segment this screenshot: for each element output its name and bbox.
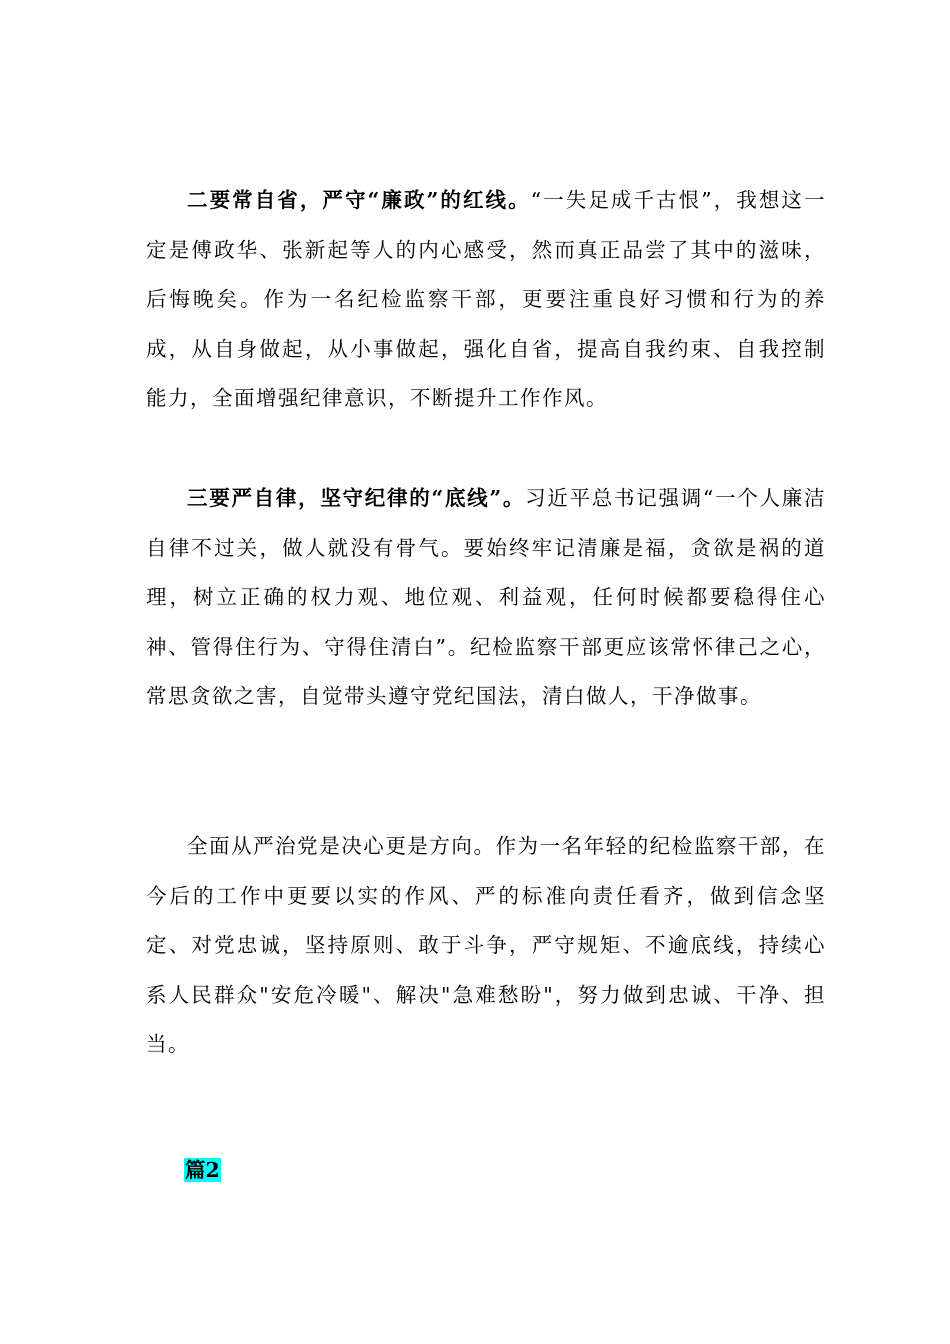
paragraph-lead: 三要严自律，坚守纪律的“底线”。 [187,486,526,510]
paragraph-self-discipline [146,474,826,722]
paragraph-body: “一失足成千古恨”，我想这一定是傅政华、张新起等人的内心感受，然而真正品尝了其中的滋味，后悔晚矣。作为一名纪检监察干部，更要注重良好习惯和行为的养成，从自身做起，从小事做起，强化自省，提高自我约束、自我控制能力，全面增强纪律意识，不断提升工作作风。 [146,188,826,410]
paragraph-body: 习近平总书记强调“一个人廉洁自律不过关，做人就没有骨气。要始终牢记清廉是福，贪欲是祸的道理，树立正确的权力观、地位观、利益观，任何时候都要稳得住心神、管得住行为、守得住清白”。纪检监察干部更应该常怀律己之心，常思贪欲之害，自觉带头遵守党纪国法，清白做人，干净做事。 [146,486,826,708]
paragraph-conclusion [146,822,826,1070]
highlighted-heading-text: 篇2 [185,1158,220,1182]
paragraph-self-reflection [146,176,826,424]
section-heading [184,1153,221,1187]
paragraph-lead: 二要常自省，严守“廉政”的红线。 [187,188,531,212]
paragraph-body: 全面从严治党是决心更是方向。作为一名年轻的纪检监察干部，在今后的工作中更要以实的作风、严的标准向责任看齐，做到信念坚定、对党忠诚，坚持原则、敢于斗争，严守规矩、不逾底线，持续心系人民群众"安危冷暖"、解决"急难愁盼"，努力做到忠诚、干净、担当。 [146,834,826,1056]
